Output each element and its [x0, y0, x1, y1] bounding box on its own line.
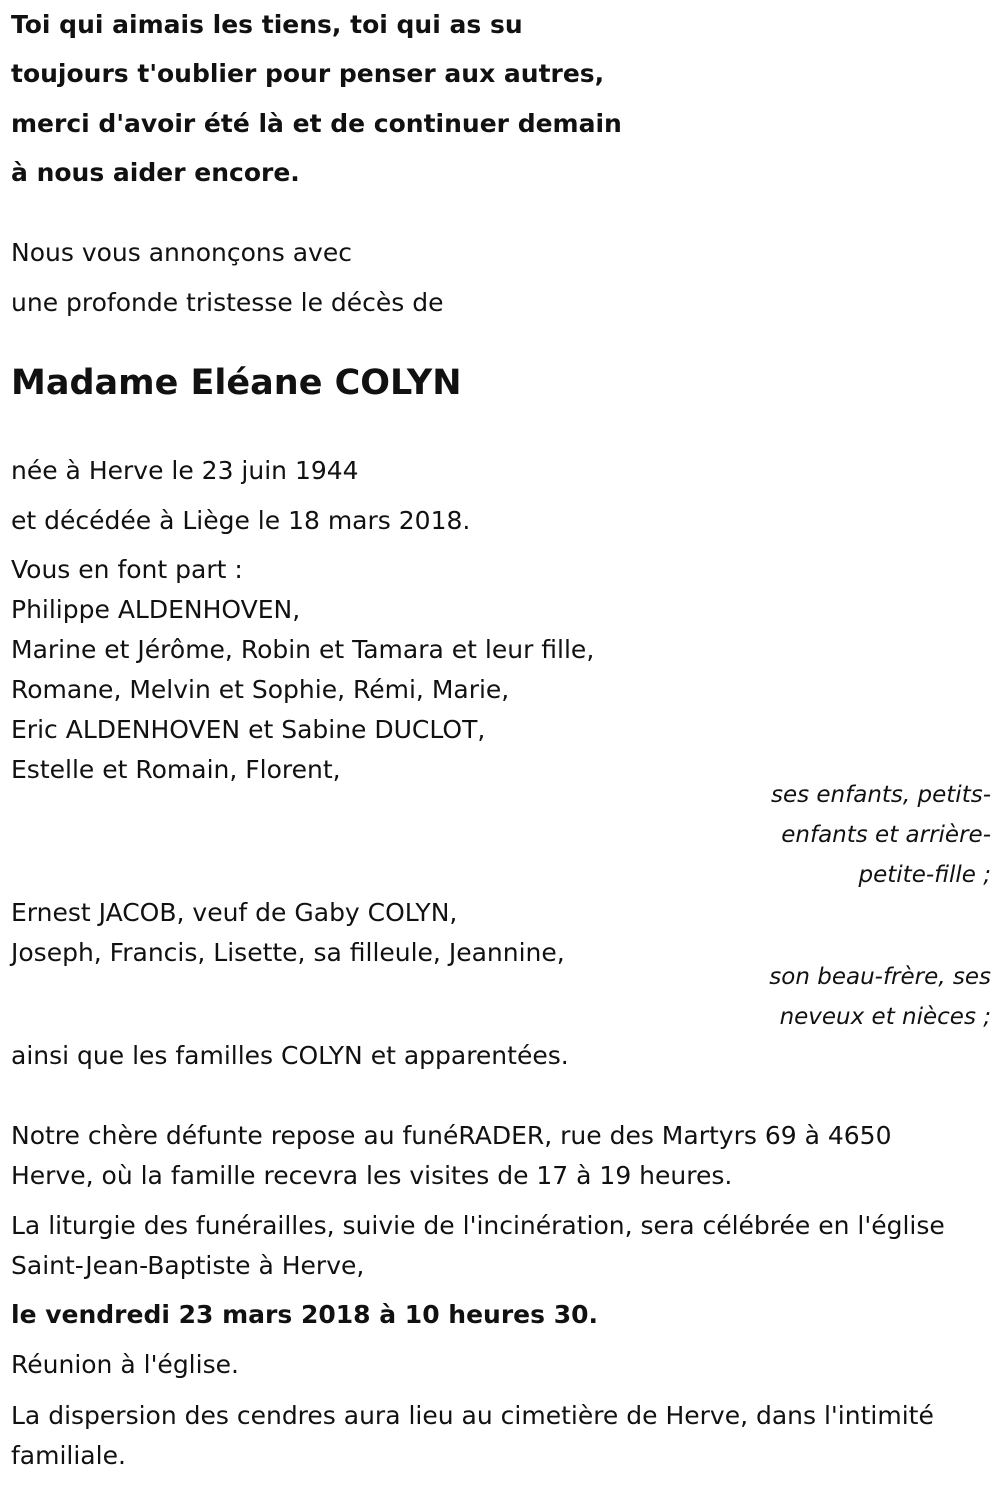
- dispersion-line: familiale.: [11, 1441, 126, 1470]
- relation-line: son beau-frère, ses: [769, 964, 991, 990]
- death-line: et décédée à Liège le 18 mars 2018.: [11, 506, 471, 535]
- announce-line: une profonde tristesse le décès de: [11, 288, 444, 317]
- dispersion-line: La dispersion des cendres aura lieu au cimetière de Herve, dans l'intimité: [11, 1401, 934, 1430]
- family-line: Marine et Jérôme, Robin et Tamara et leur fille,: [11, 635, 595, 664]
- liturgy-line: La liturgie des funérailles, suivie de l'incinération, sera célébrée en l'église: [11, 1211, 945, 1240]
- family-line: Joseph, Francis, Lisette, sa filleule, Jeannine,: [11, 938, 565, 967]
- ceremony-date: le vendredi 23 mars 2018 à 10 heures 30.: [11, 1300, 599, 1329]
- families-line: ainsi que les familles COLYN et apparentées.: [11, 1041, 569, 1070]
- family-intro: Vous en font part :: [11, 555, 243, 584]
- announce-line: Nous vous annonçons avec: [11, 238, 352, 267]
- relation-line: petite-fille ;: [858, 862, 991, 888]
- relation-line: neveux et nièces ;: [779, 1004, 991, 1030]
- poem-line: à nous aider encore.: [11, 158, 300, 187]
- poem-line: toujours t'oublier pour penser aux autres,: [11, 59, 605, 88]
- family-line: Eric ALDENHOVEN et Sabine DUCLOT,: [11, 715, 486, 744]
- repose-line: Notre chère défunte repose au funéRADER, rue des Martyrs 69 à 4650: [11, 1121, 892, 1150]
- birth-line: née à Herve le 23 juin 1944: [11, 456, 359, 485]
- relation-line: enfants et arrière-: [781, 822, 991, 848]
- poem-line: Toi qui aimais les tiens, toi qui as su: [11, 10, 523, 39]
- deceased-name: Madame Eléane COLYN: [11, 363, 462, 403]
- family-line: Estelle et Romain, Florent,: [11, 755, 341, 784]
- meeting-line: Réunion à l'église.: [11, 1350, 239, 1379]
- relation-line: ses enfants, petits-: [770, 782, 991, 808]
- poem-line: merci d'avoir été là et de continuer demain: [11, 109, 622, 138]
- repose-line: Herve, où la famille recevra les visites de 17 à 19 heures.: [11, 1161, 733, 1190]
- family-line: Ernest JACOB, veuf de Gaby COLYN,: [11, 898, 458, 927]
- family-line: Philippe ALDENHOVEN,: [11, 595, 301, 624]
- family-line: Romane, Melvin et Sophie, Rémi, Marie,: [11, 675, 510, 704]
- liturgy-line: Saint-Jean-Baptiste à Herve,: [11, 1251, 365, 1280]
